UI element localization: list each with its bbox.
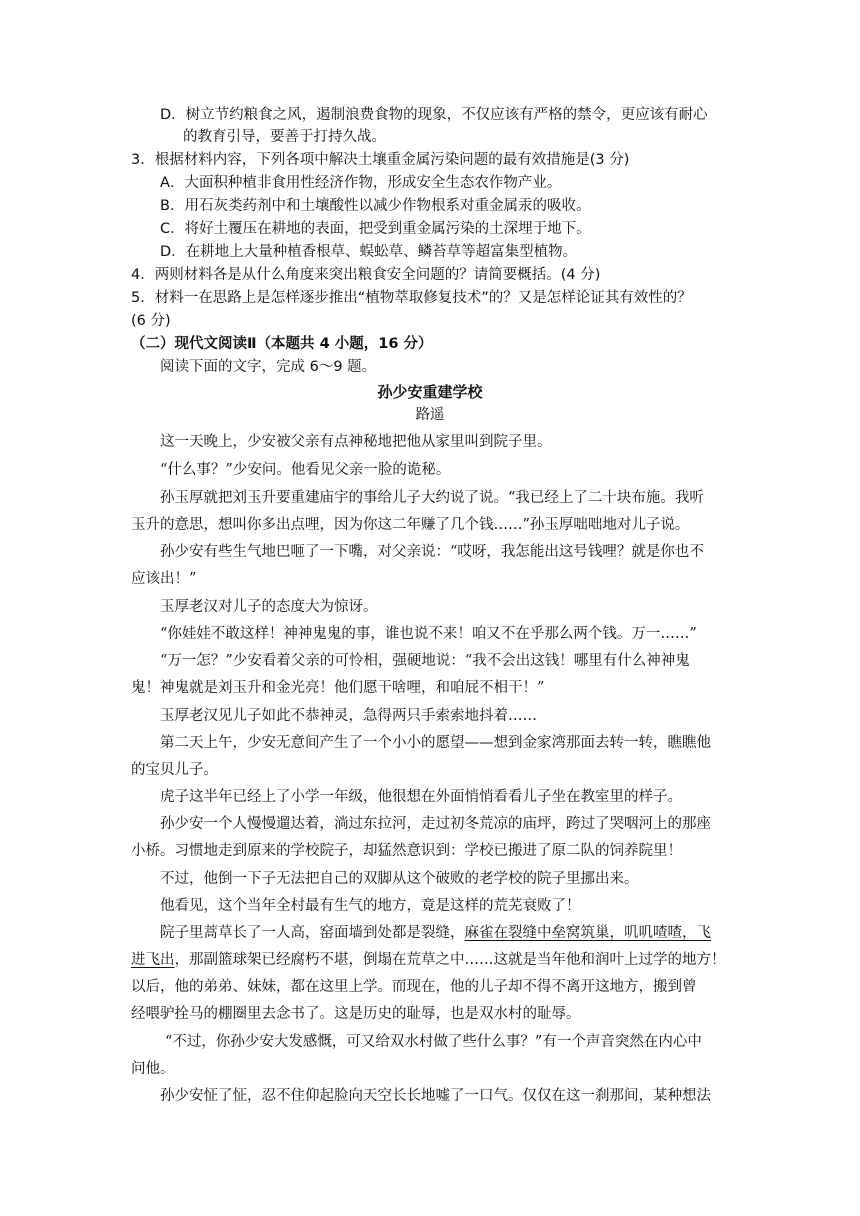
passage-author: 路遥 xyxy=(415,407,445,423)
q3-stem: 3．根据材料内容，下列各项中解决土壤重金属污染问题的最有效措施是(3 分) xyxy=(131,152,630,168)
passage-paragraph: 他看见，这个当年全村最有生气的地方，竟是这样的荒芜衰败了！ xyxy=(160,898,581,914)
q2-option-d-line2: 的教育引导，要善于打持久战。 xyxy=(183,129,386,145)
q3-option-d: D．在耕地上大量种植香根草、蜈蚣草、鳞苔草等超富集型植物。 xyxy=(160,244,578,260)
underlined-passage-text: 进飞出 xyxy=(131,952,175,968)
underlined-passage-text: 麻雀在裂缝中垒窝筑巢，叽叽喳喳，飞 xyxy=(464,925,711,941)
passage-paragraph: “不过，你孙少安大发感慨，可又给双水村做了些什么事？”有一个声音突然在内心中 xyxy=(165,1034,702,1050)
q5-stem-line1: 5．材料一在思路上是怎样逐步推出“植物萃取修复技术”的？又是怎样论证其有效性的？ xyxy=(131,290,692,306)
passage-paragraph-cont: 经喂驴拴马的棚圈里去念书了。这是历史的耻辱，也是双水村的耻辱。 xyxy=(131,1006,581,1022)
q2-option-d-line1: D．树立节约粮食之风，遏制浪费食物的现象，不仅应该有严格的禁令，更应该有耐心 xyxy=(160,107,708,123)
section-instruction: 阅读下面的文字，完成 6～9 题。 xyxy=(160,359,377,375)
passage-paragraph: 孙少安怔了怔，忍不住仰起脸向天空长长地嘘了一口气。仅仅在这一刹那间，某种想法 xyxy=(160,1088,711,1104)
passage-text: 院子里蒿草长了一人高，窑面墙到处都是裂缝， xyxy=(160,925,465,941)
passage-paragraph: 玉厚老汉对儿子的态度大为惊讶。 xyxy=(160,599,378,615)
passage-paragraph-cont: 以后，他的弟弟、妹妹，都在这里上学。而现在，他的儿子却不得不离开这地方，搬到曾 xyxy=(131,979,697,995)
section-heading: （二）现代文阅读Ⅱ（本题共 4 小题，16 分） xyxy=(131,336,433,352)
passage-paragraph-cont: 应该出！” xyxy=(131,571,197,587)
passage-paragraph: 第二天上午，少安无意间产生了一个小小的愿望——想到金家湾那面去转一转，瞧瞧他 xyxy=(160,735,711,751)
q3-option-b: B．用石灰类药剂中和土壤酸性以减少作物根系对重金属汞的吸收。 xyxy=(160,198,591,214)
q3-option-a: A．大面积种植非食用性经济作物，形成安全生态农作物产业。 xyxy=(160,175,562,191)
passage-paragraph: 孙少安有些生气地巴咂了一下嘴，对父亲说：“哎呀，我怎能出这号钱哩？就是你也不 xyxy=(160,544,704,560)
passage-paragraph: “万一怎？”少安看着父亲的可怜相，强硬地说：“我不会出这钱！哪里有什么神神鬼 xyxy=(160,653,690,669)
q3-option-c: C．将好土覆压在耕地的表面，把受到重金属污染的土深埋于地下。 xyxy=(160,221,591,237)
passage-paragraph-cont: 鬼！神鬼就是刘玉升和金光亮！他们愿干啥哩，和咱屁不相干！” xyxy=(131,680,545,696)
passage-text: ，那副篮球架已经腐朽不堪，倒塌在荒草之中……这就是当年他和润叶上过学的地方！ xyxy=(174,952,726,968)
passage-paragraph: 这一天晚上，少安被父亲有点神秘地把他从家里叫到院子里。 xyxy=(160,434,552,450)
passage-paragraph: 孙玉厚就把刘玉升要重建庙宇的事给儿子大约说了说。“我已经上了二十块布施。我听 xyxy=(160,490,704,506)
passage-paragraph: 孙少安一个人慢慢遛达着，淌过东拉河，走过初冬荒凉的庙坪，跨过了哭咽河上的那座 xyxy=(160,816,711,832)
passage-paragraph-cont: 小桥。习惯地走到原来的学校院子，却猛然意识到：学校已搬进了原二队的饲养院里！ xyxy=(131,843,682,859)
q5-stem-line2: (6 分) xyxy=(131,313,171,329)
passage-title: 孙少安重建学校 xyxy=(377,383,483,401)
passage-paragraph-cont: 玉升的意思，想叫你多出点哩，因为你这二年赚了几个钱……”孙玉厚咄咄地对儿子说。 xyxy=(131,517,690,533)
passage-paragraph xyxy=(160,923,711,943)
passage-paragraph-cont: 的宝贝儿子。 xyxy=(131,762,218,778)
passage-paragraph-cont: 问他。 xyxy=(131,1061,175,1077)
passage-paragraph: 虎子这半年已经上了小学一年级，他很想在外面悄悄看看儿子坐在教室里的样子。 xyxy=(160,789,682,805)
passage-paragraph: 不过，他倒一下子无法把自己的双脚从这个破败的老学校的院子里挪出来。 xyxy=(160,871,639,887)
q4-stem: 4．两则材料各是从什么角度来突出粮食安全问题的？请简要概括。(4 分) xyxy=(131,267,601,283)
passage-paragraph-cont xyxy=(131,950,726,970)
passage-paragraph: “你娃娃不敢这样！神神鬼鬼的事，谁也说不来！咱又不在乎那么两个钱。万一……” xyxy=(160,626,697,642)
passage-paragraph: 玉厚老汉见儿子如此不恭神灵，急得两只手索索地抖着…… xyxy=(160,708,537,724)
passage-paragraph: “什么事？”少安问。他看见父亲一脸的诡秘。 xyxy=(160,462,451,478)
